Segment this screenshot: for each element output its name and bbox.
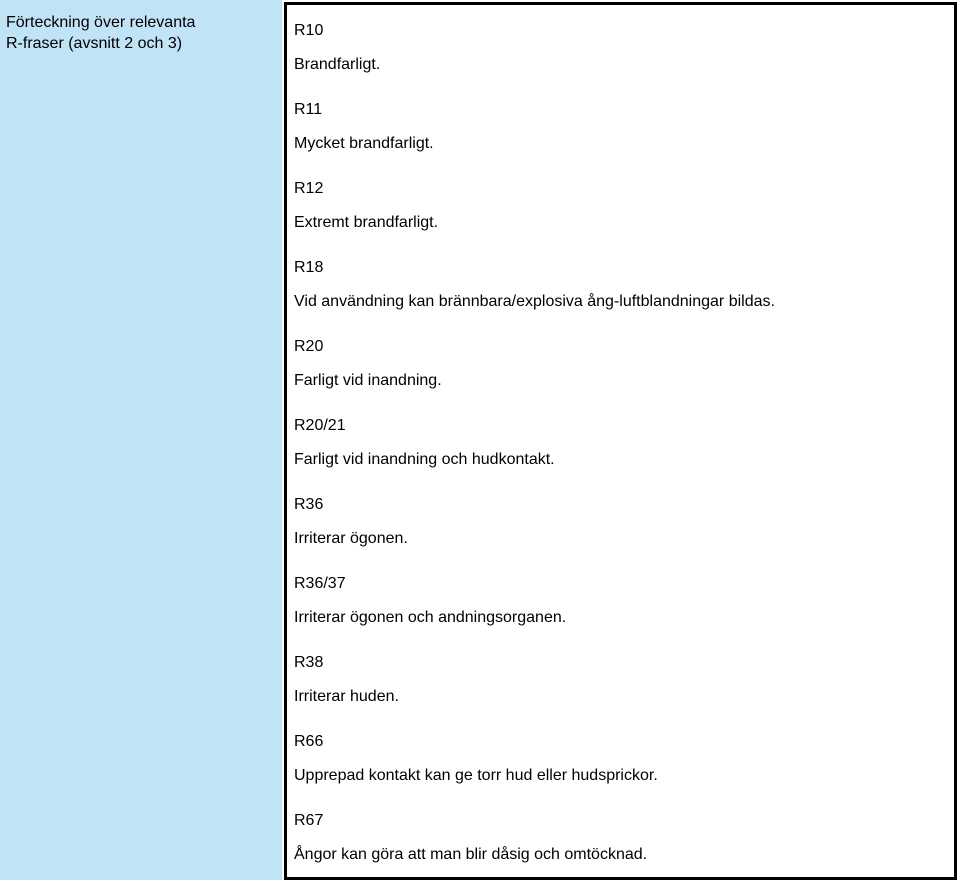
phrase-text: Irriterar ögonen och andningsorganen.	[294, 609, 567, 626]
phrase-item	[294, 179, 944, 233]
sidebar-title-line-2: R-fraser (avsnitt 2 och 3)	[6, 35, 183, 52]
phrase-text: Extremt brandfarligt.	[294, 214, 439, 231]
phrase-code: R38	[294, 654, 324, 671]
phrase-text: Vid användning kan brännbara/explosiva ång-luftblandningar bildas.	[294, 293, 775, 310]
phrase-text: Irriterar huden.	[294, 688, 399, 705]
phrase-code: R10	[294, 22, 324, 39]
phrase-item	[294, 653, 944, 707]
phrase-code: R66	[294, 733, 324, 750]
phrase-item	[294, 21, 944, 75]
sidebar-panel	[0, 0, 282, 880]
phrase-item	[294, 732, 944, 786]
phrase-item	[294, 495, 944, 549]
phrase-code: R67	[294, 812, 324, 829]
phrase-text: Upprepad kontakt kan ge torr hud eller hudsprickor.	[294, 767, 658, 784]
phrase-text: Mycket brandfarligt.	[294, 135, 434, 152]
phrase-text: Farligt vid inandning och hudkontakt.	[294, 451, 555, 468]
phrase-code: R36/37	[294, 575, 346, 592]
phrase-item	[294, 100, 944, 154]
phrase-item	[294, 416, 944, 470]
phrase-code: R36	[294, 496, 324, 513]
phrase-item	[294, 258, 944, 312]
phrase-item	[294, 574, 944, 628]
phrase-item	[294, 811, 944, 865]
phrase-code: R18	[294, 259, 324, 276]
r-phrases-list	[284, 2, 957, 880]
phrase-text: Ångor kan göra att man blir dåsig och omtöcknad.	[294, 846, 648, 863]
phrase-text: Irriterar ögonen.	[294, 530, 408, 547]
sidebar-title-line-1: Förteckning över relevanta	[6, 14, 196, 31]
phrase-text: Brandfarligt.	[294, 56, 381, 73]
phrase-code: R12	[294, 180, 324, 197]
phrase-code: R20	[294, 338, 324, 355]
phrase-code: R11	[294, 101, 323, 118]
phrase-code: R20/21	[294, 417, 346, 434]
sidebar-title	[6, 12, 282, 54]
phrase-text: Farligt vid inandning.	[294, 372, 442, 389]
phrase-item	[294, 337, 944, 391]
